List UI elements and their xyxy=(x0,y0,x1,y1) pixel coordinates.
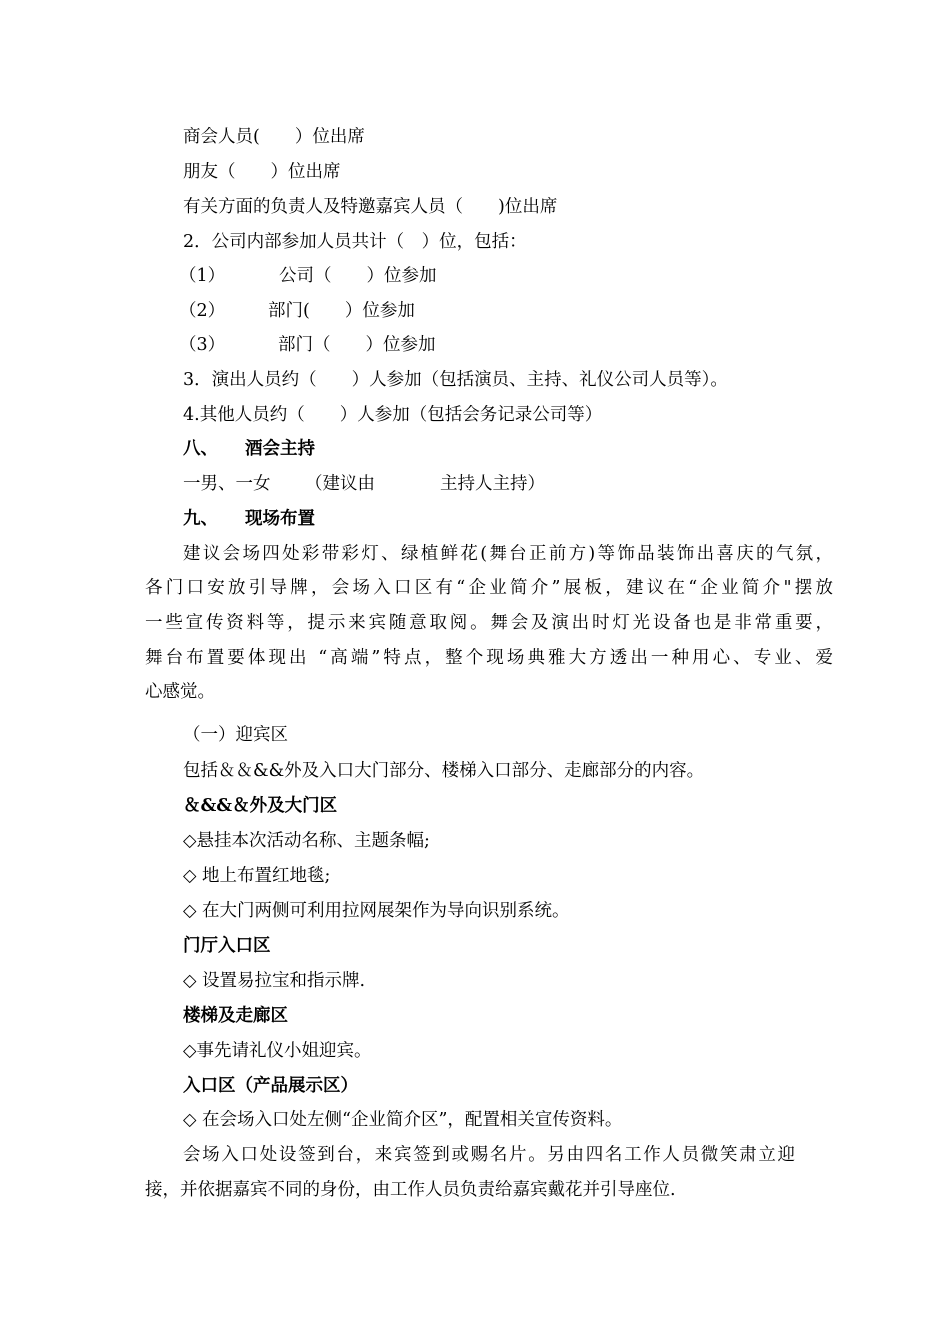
text-line: （1） xyxy=(179,266,226,286)
bullet-item: ◇ 在大门两侧可利用拉网展架作为导向识别系统。 xyxy=(183,901,570,921)
paragraph-line: 接，并依据嘉宾不同的身份，由工作人员负责给嘉宾戴花并引导座位. xyxy=(145,1180,676,1200)
text-line: 商会人员( ）位出席 xyxy=(183,127,365,147)
paragraph-line: 一些宣传资料等，提示来宾随意取阅。舞会及演出时灯光设备也是非常重要， xyxy=(145,613,833,633)
text-line: 部门( ）位参加 xyxy=(268,301,415,321)
text-line: 2．公司内部参加人员共计（ ）位，包括： xyxy=(183,232,527,252)
text-line: 包括＆＆&&外及入口大门部分、楼梯入口部分、走廊部分的内容。 xyxy=(183,761,705,781)
area-heading: 入口区（产品展示区） xyxy=(183,1076,358,1096)
bullet-item: ◇ 地上布置红地毯; xyxy=(183,866,331,886)
text-line: 公司（ ）位参加 xyxy=(279,266,437,286)
paragraph-line: 建议会场四处彩带彩灯、绿植鲜花(舞台正前方)等饰品装饰出喜庆的气氛， xyxy=(183,544,833,564)
text-line: （2） xyxy=(179,301,226,321)
paragraph-line: 会场入口处设签到台，来宾签到或赐名片。另由四名工作人员微笑肃立迎 xyxy=(183,1145,795,1165)
area-heading: ＆&&＆外及大门区 xyxy=(183,796,338,816)
section-number: 九、 xyxy=(183,509,218,529)
section-heading: 现场布置 xyxy=(245,509,315,529)
subsection-heading: （一）迎宾区 xyxy=(183,725,288,745)
paragraph-line: 各门口安放引导牌，会场入口区有“企业简介”展板，建议在“企业简介"摆放 xyxy=(145,578,833,598)
text-line: 4.其他人员约（ ）人参加（包括会务记录公司等） xyxy=(183,405,603,425)
text-line: 主持人主持） xyxy=(440,474,545,494)
text-line: （建议由 xyxy=(305,474,375,494)
area-heading: 楼梯及走廊区 xyxy=(183,1006,288,1026)
text-line: 部门（ ）位参加 xyxy=(278,335,436,355)
text-line: 3．演出人员约（ ）人参加（包括演员、主持、礼仪公司人员等）。 xyxy=(183,370,728,390)
area-heading: 门厅入口区 xyxy=(183,936,271,956)
section-number: 八、 xyxy=(183,439,218,459)
bullet-item: ◇事先请礼仪小姐迎宾。 xyxy=(183,1041,372,1061)
paragraph-line: 心感觉。 xyxy=(145,682,215,702)
section-heading: 酒会主持 xyxy=(245,439,315,459)
text-line: （3） xyxy=(179,335,226,355)
paragraph-line: 舞台布置要体现出 “高端”特点，整个现场典雅大方透出一种用心、专业、爱 xyxy=(145,648,833,668)
text-line: 有关方面的负责人及特邀嘉宾人员（ )位出席 xyxy=(183,197,558,217)
bullet-item: ◇悬挂本次活动名称、主题条幅; xyxy=(183,831,430,851)
bullet-item: ◇ 在会场入口处左侧“企业简介区”，配置相关宣传资料。 xyxy=(183,1110,623,1130)
text-line: 朋友（ ）位出席 xyxy=(183,162,341,182)
text-line: 一男、一女 xyxy=(183,474,271,494)
bullet-item: ◇ 设置易拉宝和指示牌. xyxy=(183,971,366,991)
